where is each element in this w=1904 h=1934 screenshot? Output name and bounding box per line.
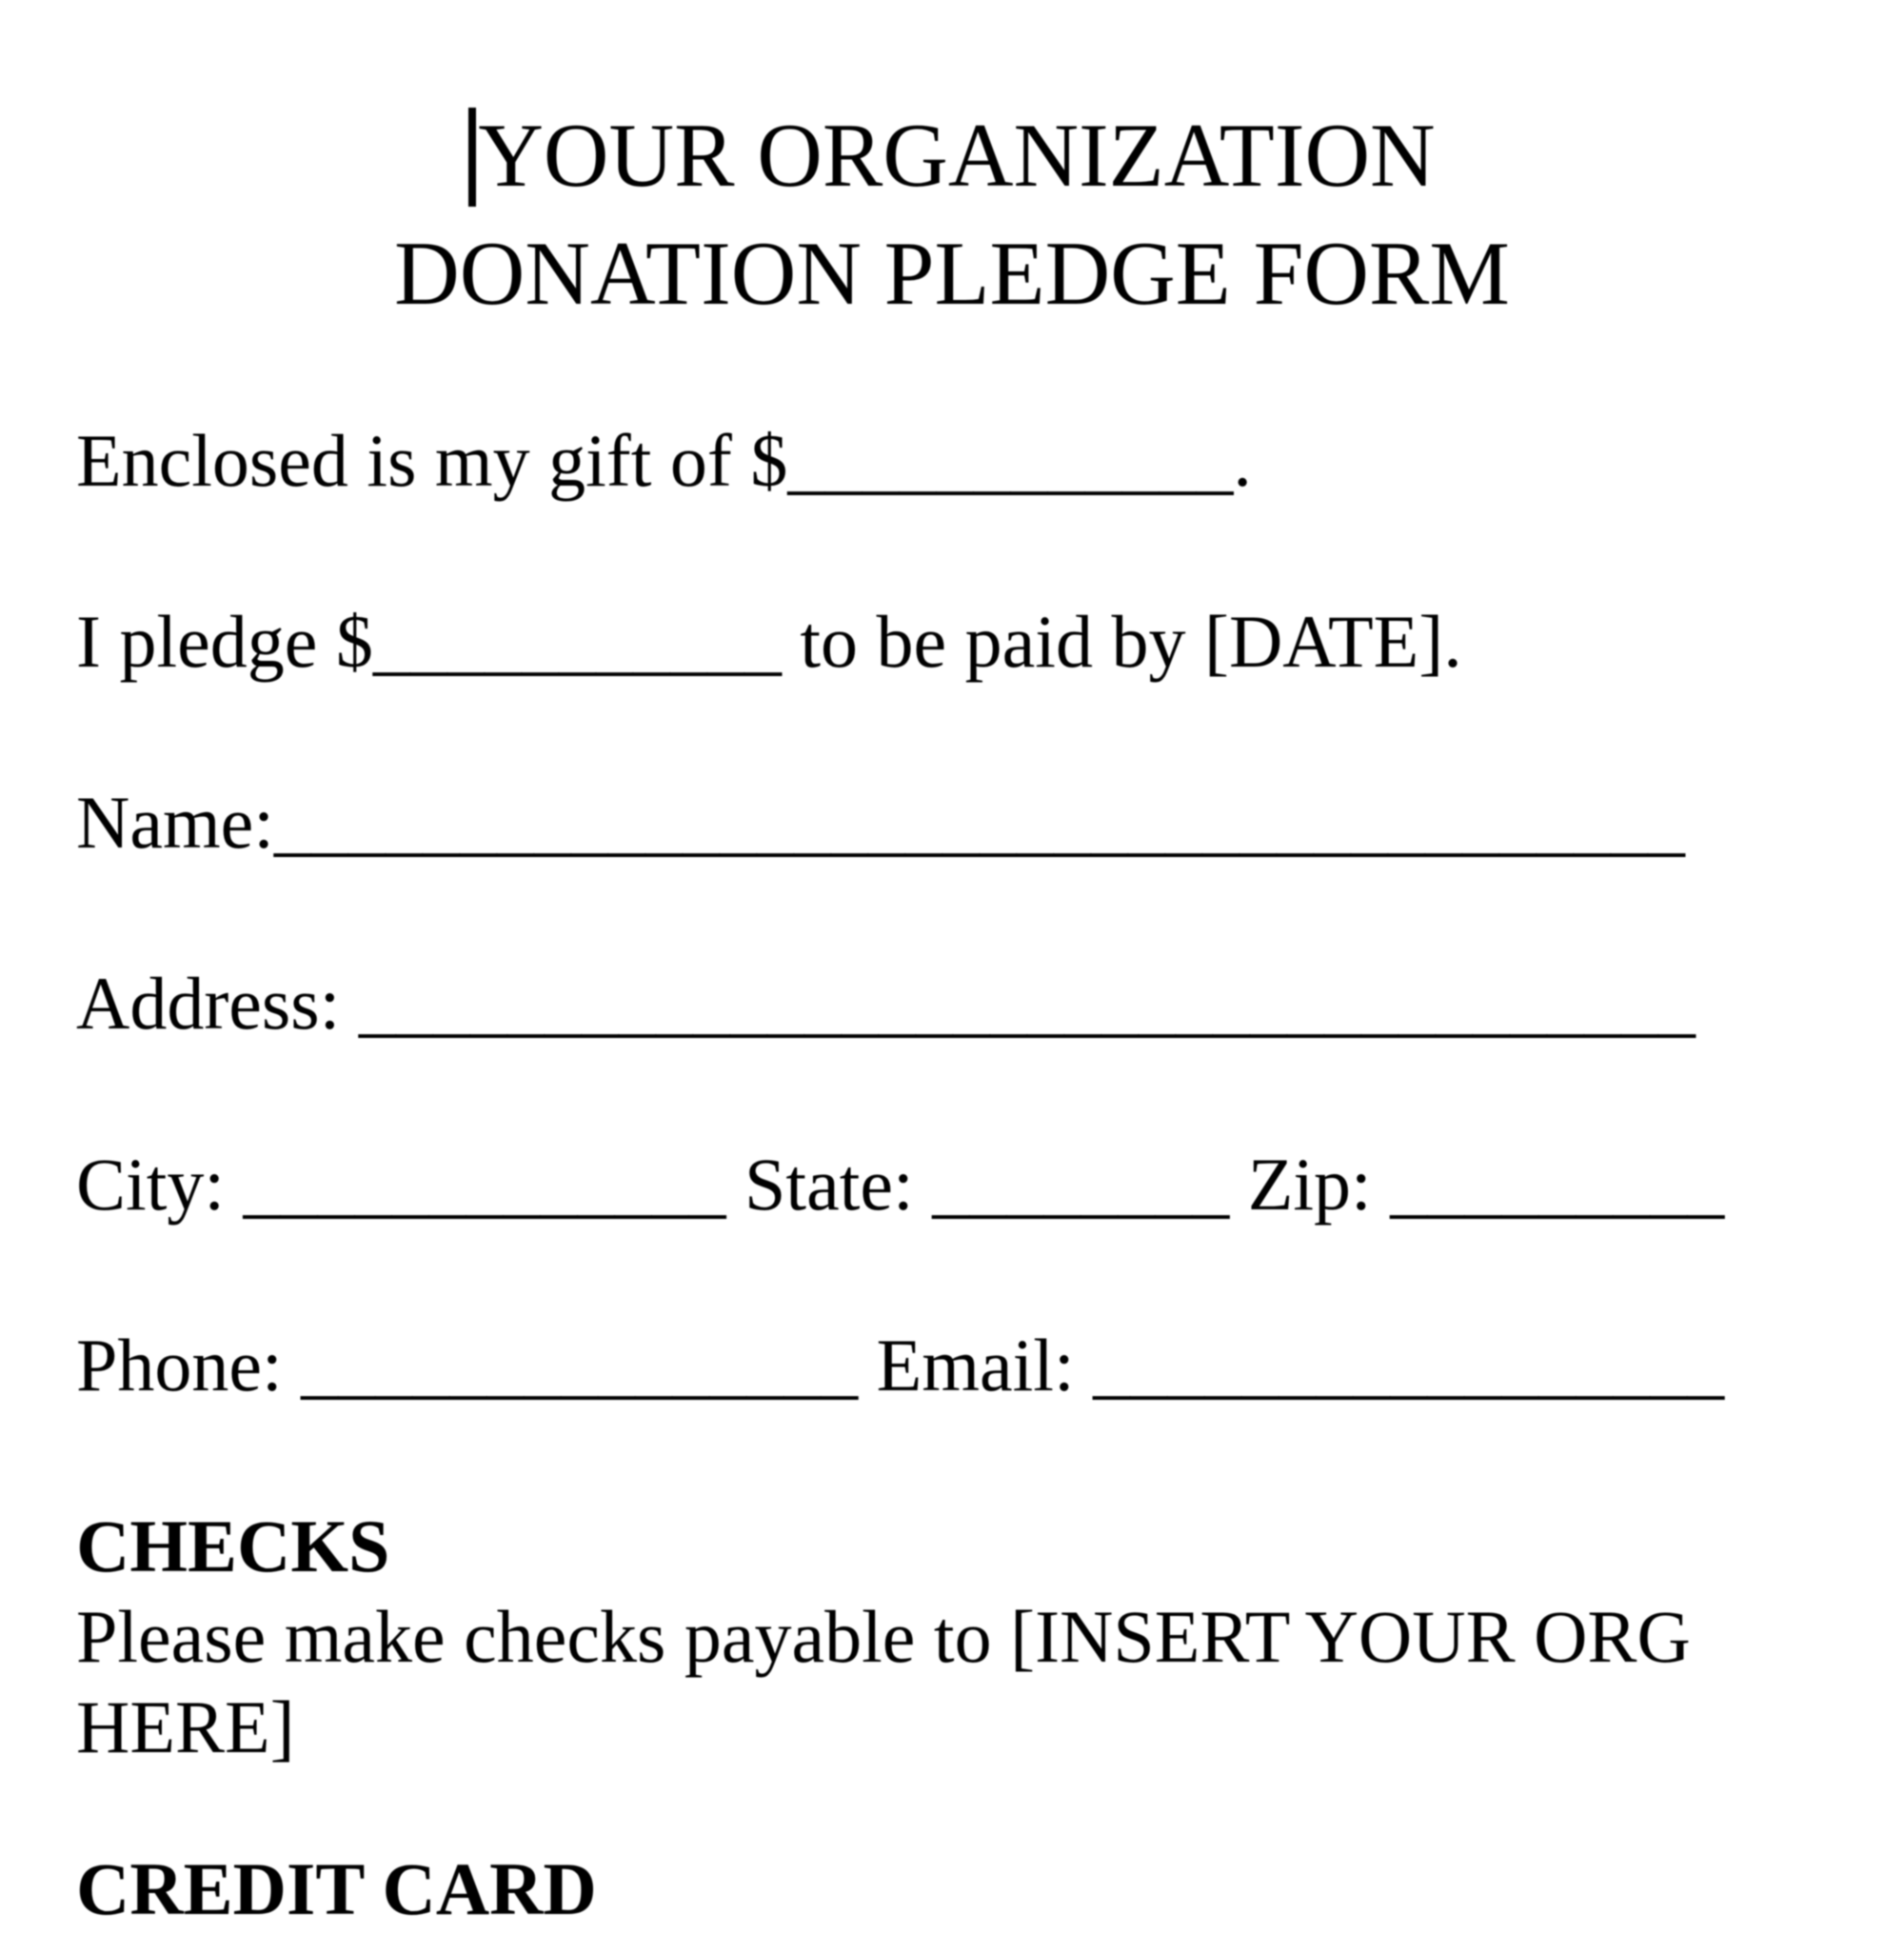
pledge-label: I pledge $ — [76, 600, 373, 683]
title-line-1: YOUR ORGANIZATION — [478, 105, 1436, 206]
checks-heading: CHECKS — [76, 1505, 390, 1587]
email-label: Email: — [858, 1324, 1094, 1406]
city-state-zip-line — [76, 1139, 1828, 1229]
gift-period: . — [1233, 419, 1252, 502]
email-blank: _________________ — [1093, 1324, 1725, 1406]
document-canvas[interactable] — [76, 0, 1828, 1930]
name-blank: ______________________________________ — [273, 781, 1685, 864]
document-title — [76, 96, 1828, 332]
state-blank: ________ — [932, 1143, 1230, 1226]
pledge-amount-blank: ___________ — [372, 600, 782, 683]
gift-label: Enclosed is my gift of $ — [76, 419, 788, 502]
pledge-suffix: to be paid by [DATE]. — [781, 600, 1462, 683]
title-line-1-row — [76, 96, 1828, 214]
name-label: Name: — [76, 781, 274, 864]
pledge-line — [76, 596, 1828, 687]
name-line — [76, 777, 1828, 867]
address-label: Address: — [76, 962, 359, 1045]
checks-instructions-line-2: HERE] — [76, 1685, 295, 1768]
zip-blank: _________ — [1390, 1143, 1725, 1226]
gift-line — [76, 415, 1828, 506]
checks-instructions-line-1: Please make checks payable to [INSERT YOUR ORG — [76, 1595, 1691, 1678]
credit-card-heading: CREDIT CARD — [76, 1847, 597, 1930]
phone-blank: _______________ — [301, 1324, 859, 1406]
text-caret — [468, 108, 476, 207]
checks-instructions — [76, 1591, 1828, 1772]
state-label: State: — [725, 1143, 933, 1226]
address-blank: ____________________________________ — [358, 962, 1696, 1045]
city-blank: _____________ — [243, 1143, 726, 1226]
gift-amount-blank: ____________ — [787, 419, 1234, 502]
city-label: City: — [76, 1143, 244, 1226]
phone-email-line — [76, 1320, 1828, 1410]
address-line — [76, 958, 1828, 1048]
title-line-2: DONATION PLEDGE FORM — [394, 223, 1510, 324]
phone-label: Phone: — [76, 1324, 302, 1406]
zip-label: Zip: — [1229, 1143, 1391, 1226]
